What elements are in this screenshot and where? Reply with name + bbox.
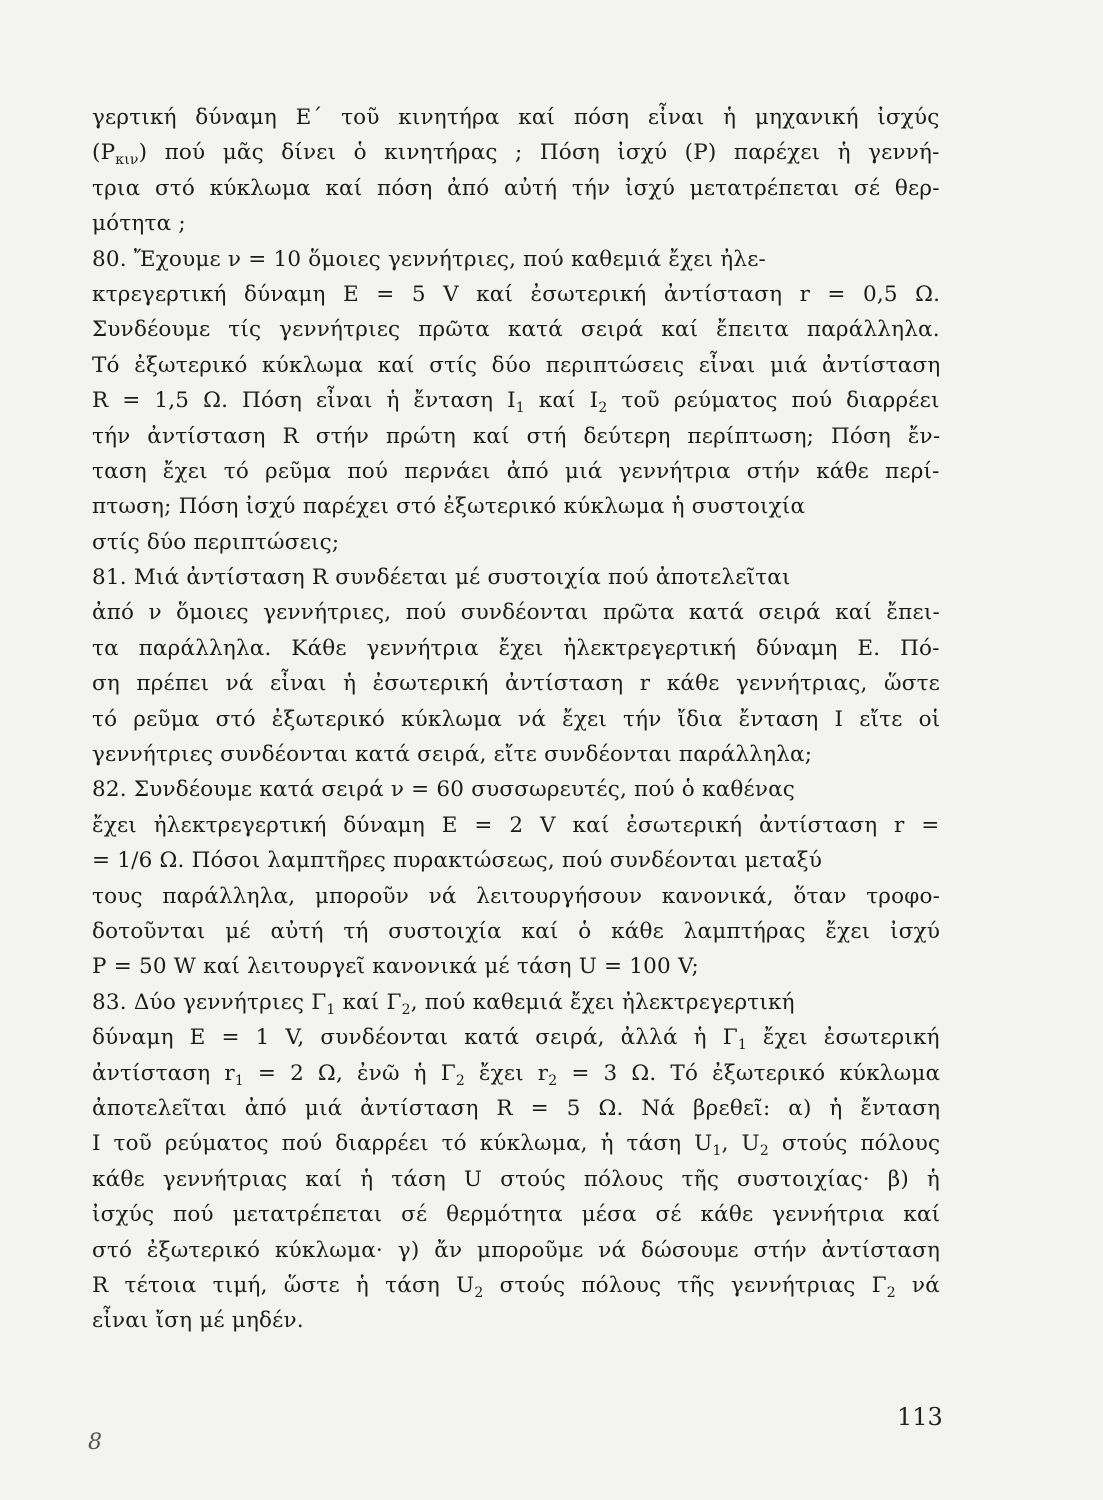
text-run: Συνδέουμε τίς γεννήτριες πρῶτα κατά σειρά καί ἔπειτα παράλληλα.	[92, 317, 940, 343]
subscript: 2	[759, 1143, 769, 1160]
text-run: = 3 Ω. Τό ἐξωτερικό κύκλωμα	[557, 1060, 941, 1086]
exercise-text	[92, 100, 940, 1339]
text-run: ταση ἔχει τό ρεῦμα πού περνάει ἀπό μιά γεννήτρια στήν κάθε περί-	[92, 458, 940, 484]
text-line	[92, 1126, 940, 1161]
text-run: 81. Μιά ἀντίσταση R συνδέεται μέ συστοιχία πού ἀποτελεῖται	[92, 565, 791, 591]
text-run: δύναμη E = 1 V, συνδέονται κατά σειρά, ἀλλά ἡ Γ	[92, 1025, 738, 1051]
text-line	[92, 1020, 940, 1055]
text-run: νά	[895, 1272, 940, 1298]
text-line	[92, 1091, 940, 1126]
text-line	[92, 914, 940, 949]
text-line	[92, 348, 940, 383]
text-run: στούς πόλους	[768, 1131, 941, 1157]
subscript: 2	[886, 1284, 896, 1301]
text-line	[92, 879, 940, 914]
text-line	[92, 135, 940, 170]
text-run: , U	[721, 1131, 760, 1157]
text-line	[92, 1268, 940, 1303]
text-run: τό ρεῦμα στό ἐξωτερικό κύκλωμα νά ἔχει τήν ἴδια ἔνταση I εἴτε οἱ	[92, 706, 941, 732]
subscript: 1	[515, 400, 525, 417]
text-run: P = 50 W καί λειτουργεῖ κανονικά μέ τάση U = 100 V;	[92, 954, 699, 980]
text-run: (P	[92, 140, 116, 166]
text-line	[92, 1056, 940, 1091]
subscript: 2	[474, 1284, 484, 1301]
text-run: ἀντίσταση r	[92, 1060, 235, 1086]
text-run: τήν ἀντίσταση R στήν πρώτη καί στή δεύτερη περίπτωση; Πόση ἔν-	[92, 423, 941, 449]
text-line	[92, 171, 940, 206]
text-run: = 1/6 Ω. Πόσοι λαμπτῆρες πυρακτώσεως, πού συνδέονται μεταξύ	[92, 848, 823, 874]
text-line	[92, 383, 940, 418]
subscript: 1	[326, 1001, 336, 1018]
text-run: Τό ἐξωτερικό κύκλωμα καί στίς δύο περιπτώσεις εἶναι μιά ἀντίσταση	[92, 352, 941, 378]
text-run: μότητα ;	[92, 211, 186, 237]
text-line	[92, 949, 940, 984]
text-line	[92, 666, 940, 701]
text-run: γεννήτριες συνδέονται κατά σειρά, εἴτε συνδέονται παράλληλα;	[92, 742, 813, 768]
page-number: 113	[897, 1403, 943, 1431]
text-line	[92, 419, 940, 454]
text-line	[92, 206, 940, 241]
text-run: εἶναι ἴση μέ μηδέν.	[92, 1308, 304, 1334]
text-line	[92, 100, 940, 135]
signature-mark: 8	[88, 1430, 102, 1455]
text-run: I τοῦ ρεύματος πού διαρρέει τό κύκλωμα, ἡ τάση U	[92, 1131, 713, 1157]
text-run: = 2 Ω, ἐνῶ ἡ Γ	[243, 1060, 456, 1086]
text-run: στούς πόλους τῆς γεννήτριας Γ	[483, 1272, 887, 1298]
text-run: R = 1,5 Ω. Πόση εἶναι ἡ ἔνταση I	[92, 388, 516, 414]
text-line	[92, 702, 940, 737]
text-run: γερτική δύναμη Ε΄ τοῦ κινητήρα καί πόση εἶναι ἡ μηχανική ἰσχύς	[92, 105, 940, 130]
text-line	[92, 1197, 940, 1232]
text-run: R τέτοια τιμή, ὥστε ἡ τάση U	[92, 1272, 475, 1298]
text-run: δοτοῦνται μέ αὐτή τή συστοιχία καί ὁ κάθε λαμπτήρας ἔχει ἰσχύ	[92, 918, 941, 944]
subscript: 1	[737, 1037, 747, 1054]
text-line	[92, 312, 940, 347]
text-run: , πού καθεμιά ἔχει ἠλεκτρεγερτική	[410, 989, 795, 1015]
text-line	[92, 1303, 940, 1338]
text-run: τρια στό κύκλωμα καί πόση ἀπό αὐτή τήν ἰσχύ μετατρέπεται σέ θερ-	[92, 175, 940, 201]
text-run: ἰσχύς πού μετατρέπεται σέ θερμότητα μέσα σέ κάθε γεννήτρια καί	[92, 1202, 941, 1228]
text-line	[92, 1162, 940, 1197]
text-run: 83. Δύο γεννήτριες Γ	[92, 989, 327, 1015]
text-line	[92, 560, 940, 595]
text-run: ἔχει ἐσωτερική	[746, 1025, 940, 1051]
text-line	[92, 595, 940, 630]
text-line	[92, 454, 940, 489]
text-line	[92, 1233, 940, 1268]
text-line	[92, 843, 940, 878]
text-run: στό ἐξωτερικό κύκλωμα· γ) ἄν μποροῦμε νά δώσουμε στήν ἀντίσταση	[92, 1237, 941, 1263]
text-run: καί Γ	[335, 989, 402, 1015]
text-run: ἔχει r	[464, 1060, 549, 1086]
text-run: 82. Συνδέουμε κατά σειρά ν = 60 συσσωρευτές, πού ὁ καθένας	[92, 777, 796, 803]
text-run: στίς δύο περιπτώσεις;	[92, 529, 340, 555]
text-run: πτωση; Πόση ἰσχύ παρέχει στό ἐξωτερικό κύκλωμα ἡ συστοιχία	[92, 494, 806, 520]
text-line	[92, 737, 940, 772]
subscript: 2	[598, 400, 608, 417]
subscript: 1	[712, 1143, 722, 1160]
subscript: κιν	[115, 152, 139, 169]
subscript: 2	[548, 1072, 558, 1089]
text-run: ἔχει ἠλεκτρεγερτική δύναμη E = 2 V καί ἐσωτερική ἀντίσταση r =	[92, 812, 940, 838]
text-run: κτρεγερτική δύναμη E = 5 V καί ἐσωτερική ἀντίσταση r = 0,5 Ω.	[92, 281, 941, 307]
text-run: ) πού μᾶς δίνει ὁ κινητήρας ; Πόση ἰσχύ (P) παρέχει ἡ γεννή-	[138, 140, 940, 166]
text-run: καί I	[524, 388, 599, 414]
subscript: 2	[401, 1001, 411, 1018]
text-run: τα παράλληλα. Κάθε γεννήτρια ἔχει ἠλεκτρεγερτική δύναμη E. Πό-	[92, 635, 940, 661]
text-line	[92, 525, 940, 560]
text-line	[92, 985, 940, 1020]
subscript: 2	[455, 1072, 465, 1089]
text-run: τοῦ ρεύματος πού διαρρέει	[607, 388, 940, 414]
text-line	[92, 242, 940, 277]
subscript: 1	[234, 1072, 244, 1089]
text-line	[92, 631, 940, 666]
text-run: τους παράλληλα, μποροῦν νά λειτουργήσουν κανονικά, ὅταν τροφο-	[92, 883, 941, 909]
text-run: κάθε γεννήτριας καί ἡ τάση U στούς πόλους τῆς συστοιχίας· β) ἡ	[92, 1166, 940, 1192]
text-run: ἀποτελεῖται ἀπό μιά ἀντίσταση R = 5 Ω. Νά βρεθεῖ: α) ἡ ἔνταση	[92, 1095, 941, 1121]
text-line	[92, 489, 940, 524]
text-run: ἀπό ν ὅμοιες γεννήτριες, πού συνδέονται πρῶτα κατά σειρά καί ἔπει-	[92, 600, 940, 626]
text-line	[92, 277, 940, 312]
text-line	[92, 808, 940, 843]
text-line	[92, 772, 940, 807]
text-run: ση πρέπει νά εἶναι ἡ ἐσωτερική ἀντίσταση r κάθε γεννήτριας, ὥστε	[92, 671, 941, 697]
text-run: 80. Ἔχουμε ν = 10 ὅμοιες γεννήτριες, πού καθεμιά ἔχει ἠλε-	[92, 246, 767, 272]
